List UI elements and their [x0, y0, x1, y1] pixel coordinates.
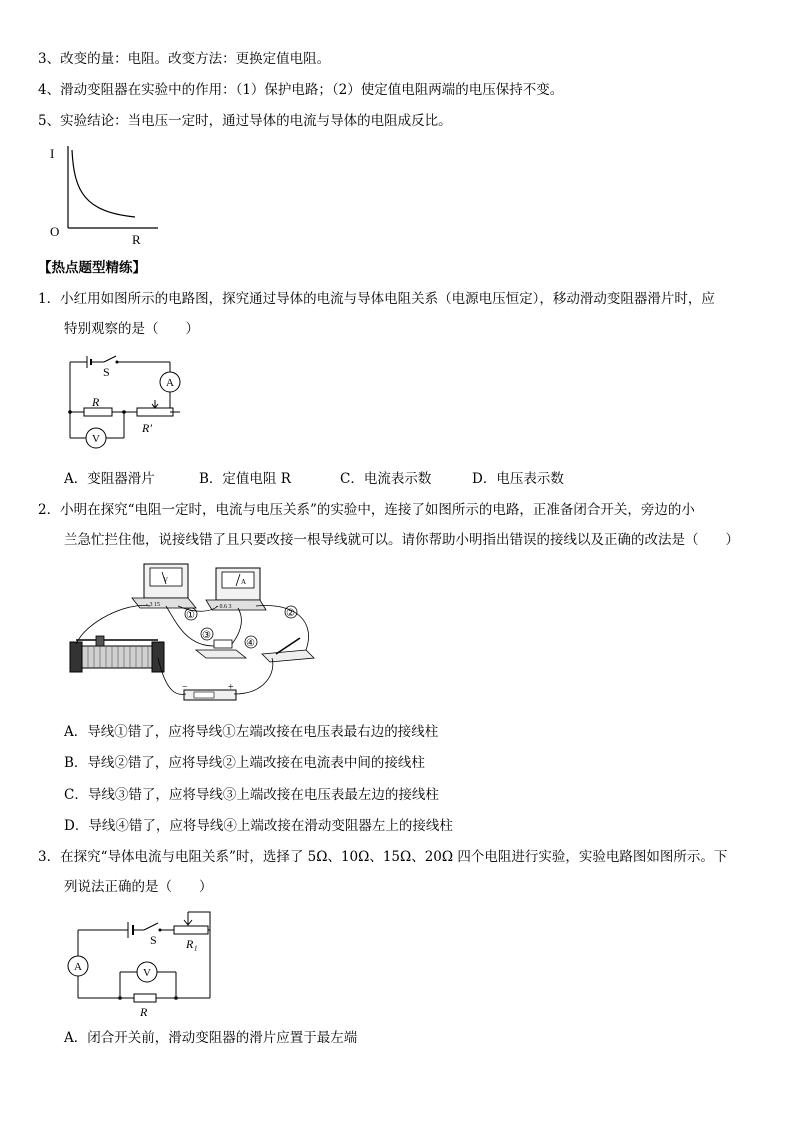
q3-voltmeter-label: V: [143, 967, 151, 979]
q3-switch-label: S: [150, 933, 157, 947]
rheostat-slider: [96, 636, 104, 646]
q1-option-d: D．电压表示数: [472, 471, 564, 487]
q1-option-b: B．定值电阻 R: [199, 471, 291, 487]
battery-minus: −: [182, 682, 188, 693]
fixed-resistor: [214, 640, 232, 648]
q3-circuit-diagram: [64, 908, 224, 1020]
ammeter-terminals: - 0.6 3: [216, 604, 232, 610]
q2-circuit-photo: [66, 562, 326, 710]
rheostat-r1: [174, 926, 208, 934]
q2-line-1: 2．小明在探究“电阻一定时，电流与电压关系”的实验中，连接了如图所示的电路，正准备闭合开关，旁边的小: [38, 502, 695, 518]
q2-option-a: A．导线①错了，应将导线①左端改接在电压表最右边的接线柱: [64, 724, 439, 740]
i-r-graph: [40, 142, 160, 246]
q1-line-2: 特别观察的是（ ）: [64, 321, 199, 337]
graph-x-label: R: [132, 232, 141, 246]
q3-line-2: 列说法正确的是（ ）: [64, 879, 213, 895]
resistor-board: [196, 650, 246, 658]
q1-switch-label: S: [103, 365, 110, 379]
switch-base: [262, 650, 314, 662]
wire-2-label: ②: [286, 608, 295, 619]
q1-option-c: C．电流表示数: [340, 471, 432, 487]
battery-plus: +: [228, 682, 234, 693]
q1-resistor-label: R: [92, 395, 100, 409]
wire-3-label: ③: [202, 630, 211, 641]
q2-option-d: D．导线④错了，应将导线④上端改接在滑动变阻器左上的接线柱: [64, 818, 453, 834]
q3-resistor-label: R: [140, 1005, 148, 1019]
point-3: 3、改变的量：电阻。改变方法：更换定值电阻。: [38, 51, 331, 67]
q1-voltmeter-label: V: [92, 433, 100, 445]
voltmeter-terminals: - 3 15: [146, 602, 160, 608]
q3-rheostat-label: R₁: [186, 937, 198, 951]
switch-lever: [104, 356, 116, 362]
resistor-r: [84, 408, 112, 416]
q2-option-c: C．导线③错了，应将导线③上端改接在电压表最左边的接线柱: [64, 787, 439, 803]
q2-option-b: B．导线②错了，应将导线②上端改接在电流表中间的接线柱: [64, 755, 425, 771]
q1-line-1: 1．小红用如图所示的电路图，探究通过导体的电流与导体电阻关系（电源电压恒定），移动滑动变阻器滑片时，应: [38, 291, 715, 307]
voltmeter-face-label: V: [163, 576, 169, 584]
q2-line-2: 兰急忙拦住他，说接线错了且只要改接一根导线就可以。请你帮助小明指出错误的接线以及正确的改法是（ ）: [64, 532, 739, 548]
q1-circuit-diagram: [62, 352, 192, 452]
ammeter-face-label: A: [241, 578, 247, 586]
rheostat-r-prime: [137, 408, 173, 416]
graph-y-label: I: [50, 146, 55, 161]
section-title: 【热点题型精练】: [38, 260, 146, 276]
q3-option-a: A．闭合开关前，滑动变阻器的滑片应置于最左端: [64, 1030, 358, 1046]
q3-ammeter-label: A: [74, 961, 82, 973]
point-5: 5、实验结论：当电压一定时，通过导体的电流与导体的电阻成反比。: [38, 113, 452, 129]
point-4: 4、滑动变阻器在实验中的作用：（1）保护电路；（2）使定值电阻两端的电压保持不变。: [38, 82, 564, 98]
q3-line-1: 3．在探究“导体电流与电阻关系”时，选择了 5Ω、10Ω、15Ω、20Ω 四个电阻进行实验，实验电路图如图所示。下: [38, 849, 728, 865]
wire-1-label: ①: [186, 610, 195, 621]
q1-rheostat-label: R′: [142, 421, 152, 435]
switch-lever: [144, 923, 158, 930]
q1-option-a: A．变阻器滑片: [64, 471, 155, 487]
resistor-r: [134, 994, 156, 1002]
q1-ammeter-label: A: [166, 377, 174, 389]
inverse-curve: [72, 150, 135, 217]
wire-4-label: ④: [246, 638, 255, 649]
graph-origin-label: O: [50, 224, 60, 239]
